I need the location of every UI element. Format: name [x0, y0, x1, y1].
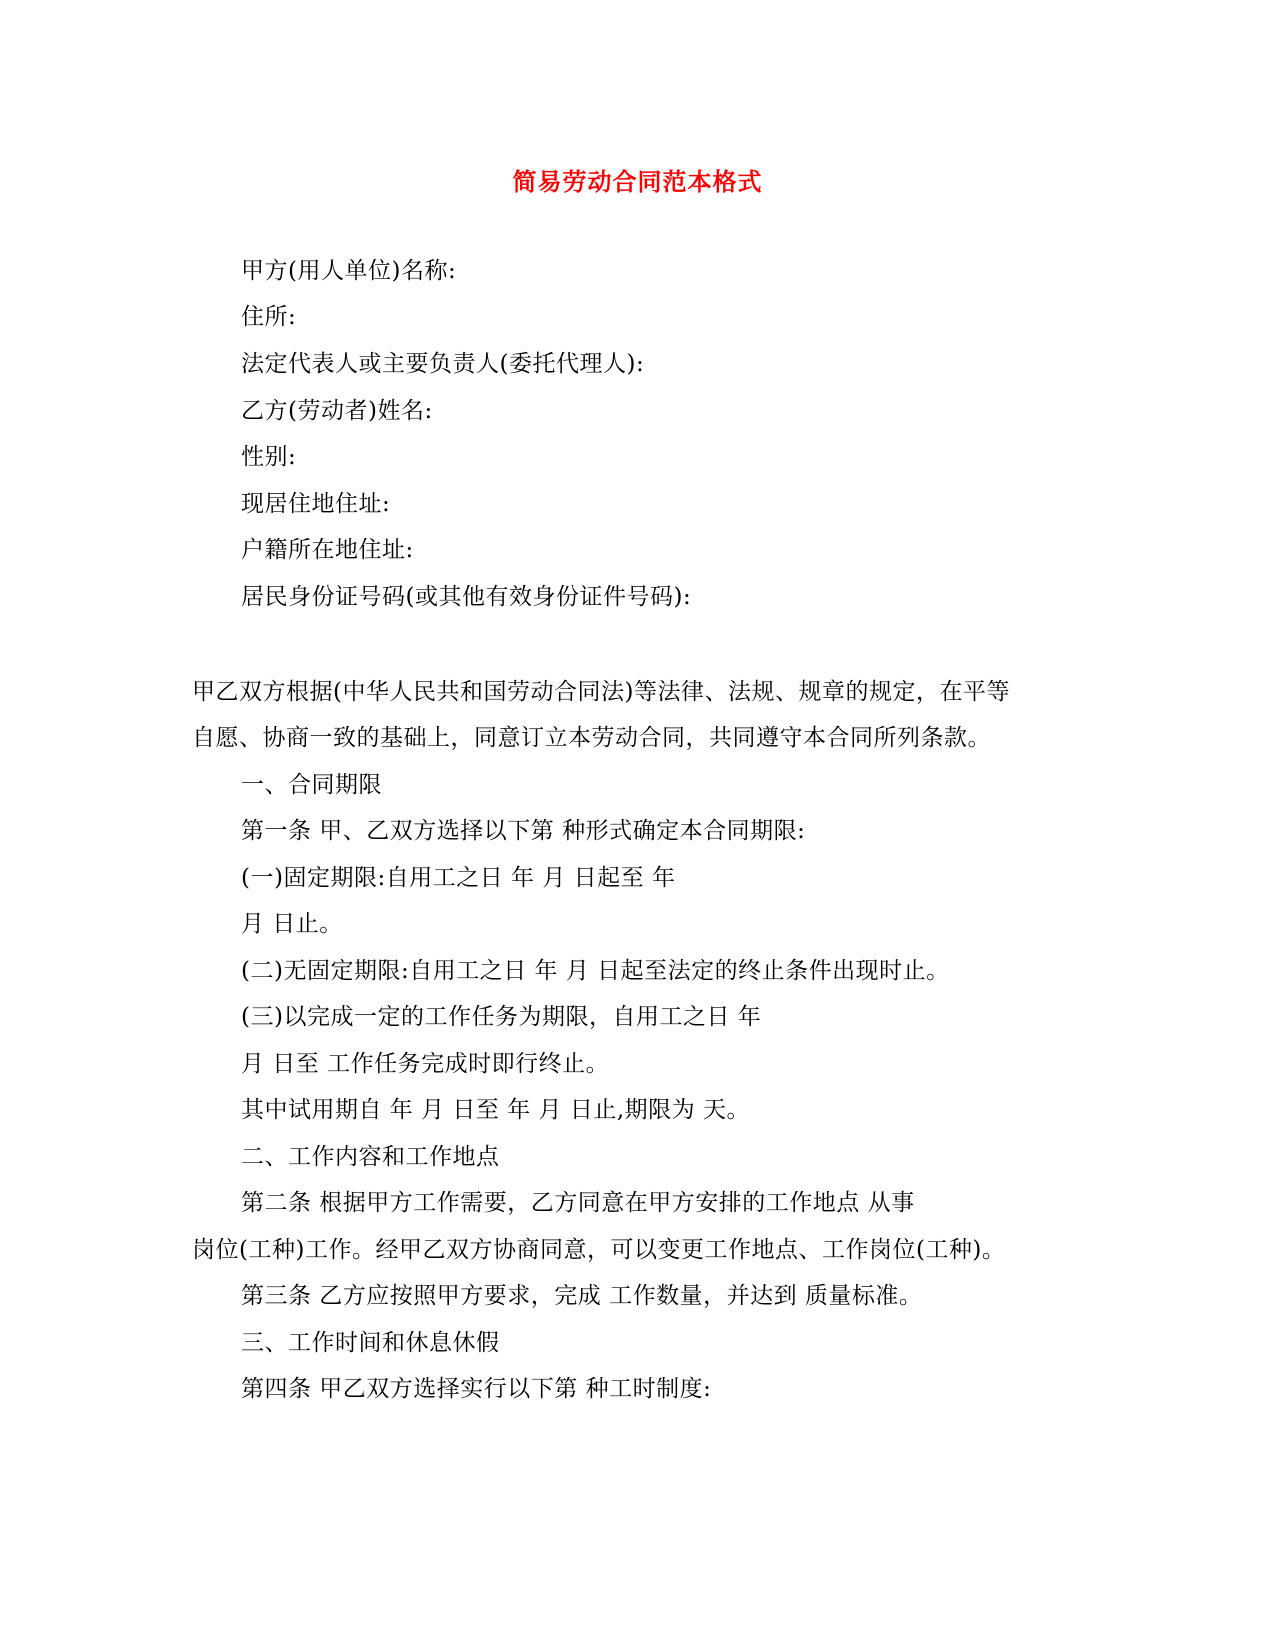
- household-address-line: 户籍所在地住址:: [241, 537, 414, 563]
- task-term-end-line: 月 日至 工作任务完成时即行终止。: [241, 1051, 610, 1077]
- party-b-name-line: 乙方(劳动者)姓名:: [241, 398, 433, 424]
- section-2-heading: 二、工作内容和工作地点: [241, 1144, 500, 1170]
- preamble-line-1: 甲乙双方根据(中华人民共和国劳动合同法)等法律、法规、规章的规定，在平等: [192, 679, 1010, 705]
- fixed-term-end-line: 月 日止。: [241, 911, 343, 937]
- gender-line: 性别:: [241, 444, 297, 470]
- party-a-name-line: 甲方(用人单位)名称:: [241, 258, 457, 284]
- legal-representative-line: 法定代表人或主要负责人(委托代理人):: [241, 351, 645, 377]
- section-3-heading: 三、工作时间和休息休假: [241, 1330, 500, 1356]
- contract-title: 简易劳动合同范本格式: [512, 168, 763, 196]
- preamble-line-2: 自愿、协商一致的基础上，同意订立本劳动合同，共同遵守本合同所列条款。: [192, 725, 991, 751]
- id-number-line: 居民身份证号码(或其他有效身份证件号码):: [241, 584, 692, 610]
- party-a-address-line: 住所:: [241, 304, 297, 330]
- article-2-line-1: 第二条 根据甲方工作需要，乙方同意在甲方安排的工作地点 从事: [241, 1190, 915, 1216]
- task-term-line: (三)以完成一定的工作任务为期限，自用工之日 年: [241, 1004, 762, 1030]
- current-address-line: 现居住地住址:: [241, 491, 391, 517]
- article-2-line-2: 岗位(工种)工作。经甲乙双方协商同意，可以变更工作地点、工作岗位(工种)。: [192, 1237, 1006, 1263]
- article-4-line: 第四条 甲乙双方选择实行以下第 种工时制度:: [241, 1376, 712, 1402]
- probation-line: 其中试用期自 年 月 日至 年 月 日止,期限为 天。: [241, 1097, 750, 1123]
- section-1-heading: 一、合同期限: [241, 772, 382, 798]
- fixed-term-line: (一)固定期限:自用工之日 年 月 日起至 年: [241, 865, 676, 891]
- article-1-line: 第一条 甲、乙双方选择以下第 种形式确定本合同期限:: [241, 818, 806, 844]
- open-term-line: (二)无固定期限:自用工之日 年 月 日起至法定的终止条件出现时止。: [241, 958, 950, 984]
- article-3-line: 第三条 乙方应按照甲方要求，完成 工作数量，并达到 质量标准。: [241, 1283, 923, 1309]
